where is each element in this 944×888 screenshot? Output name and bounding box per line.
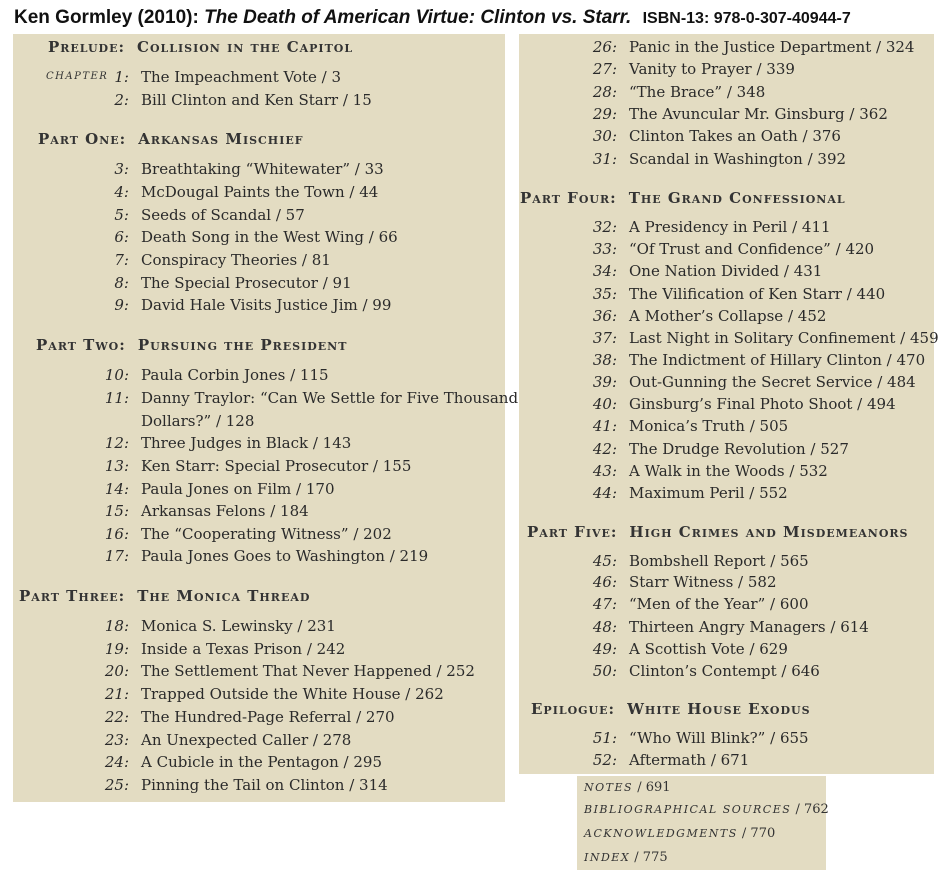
toc-bibliographical-sources[interactable]: BIBLIOGRAPHICAL SOURCES / 762 [584,802,829,817]
part-five-heading: Part Five: High Crimes and Misdemeanors [527,523,909,541]
page-header [14,4,934,32]
part-four-heading: Part Four: The Grand Confessional [520,189,846,207]
part-one-heading: Part One: Arkansas Mischief [38,130,304,148]
toc-index[interactable]: INDEX / 775 [584,850,668,865]
header-book-title: The Death of American Virtue: Clinton vs. Starr. [204,7,632,28]
header-isbn: ISBN-13: 978-0-307-40944-7 [642,10,851,27]
chapter-prefix: CHAPTER [46,71,109,82]
part-three-heading: Part Three: The Monica Thread [19,587,311,605]
toc-page-right: 26: Panic in the Justice Department / 324 27: Vanity to Prayer / 339 28: “The Brace” / 348 29: The Avuncular Mr. Ginsburg / 362 30: Clinton Takes an Oath / 376 31: Scandal in Washington / 392 Part Four: The Grand Confessional 32: A Presidency in Peril / 411 33: “Of Trust and Confidence” / 420 34: One Nation Divided / 431 35: The Vilification of Ken Starr / 440 36: A Mother’s Collapse / 452 37: Last Night in Solitary Confinement / 459 38: The Indictment of Hillary Clinton / 470 39: Out-Gunning the Secret Service / 484 40: Ginsburg’s Final Photo Shoot / 494 41: Monica’s Truth / 505 42: The Drudge Revolution / 527 43: A Walk in the Woods / 532 44: Maximum Peril / 552 Part Five: High Crimes and Misdemeanors 45: Bombshell Report / 565 46: Starr Witness / 582 47: “Men of the Year” / 600 48: Thirteen Angry Managers / 614 49: A Scottish Vote / 629 50: Clinton’s Contempt / 646 Epilogue: White House Exodus 51: “Who Will Blink?” / 655 52: Aftermath / 671 [519,34,934,774]
epilogue-heading: Epilogue: White House Exodus [531,700,811,718]
part-two-heading: Part Two: Pursuing the President [36,336,348,354]
toc-page-left: Prelude: Collision in the Capitol CHAPTER 1: The Impeachment Vote / 3 2: Bill Clinton and Ken Starr / 15 Part One: Arkansas Mischief 3: Breathtaking “Whitewater” / 33 4: McDougal Paints the Town / 44 5: Seeds of Scandal / 57 6: Death Song in the West Wing / 66 7: Conspiracy Theories / 81 8: The Special Prosecutor / 91 9: David Hale Visits Justice Jim / 99 Part Two: Pursuing the President 10: Paula Corbin Jones / 115 11: Danny Traylor: “Can We Settle for Five Thousand Dollars?” / 128 12: Three Judges in Black / 143 13: Ken Starr: Special Prosecutor / 155 14: Paula Jones on Film / 170 15: Arkansas Felons / 184 16: The “Cooperating Witness” / 202 17: Paula Jones Goes to Washington / 219 Part Three: The Monica Thread 18: Monica S. Lewinsky / 231 19: Inside a Texas Prison / 242 20: The Settlement That Never Happened / 252 21: Trapped Outside the White House / 262 22: The Hundred-Page Referral / 270 23: An Unexpected Caller / 278 24: A Cubicle in the Pentagon / 295 25: Pinning the Tail on Clinton / 314 [13,34,505,802]
header-author: Ken Gormley (2010): [14,7,199,28]
toc-back-matter [577,776,829,870]
prelude-heading: Prelude: Collision in the Capitol [48,38,354,56]
toc-acknowledgments[interactable]: ACKNOWLEDGMENTS / 770 [584,826,776,841]
toc-notes[interactable]: NOTES / 691 [584,780,671,795]
